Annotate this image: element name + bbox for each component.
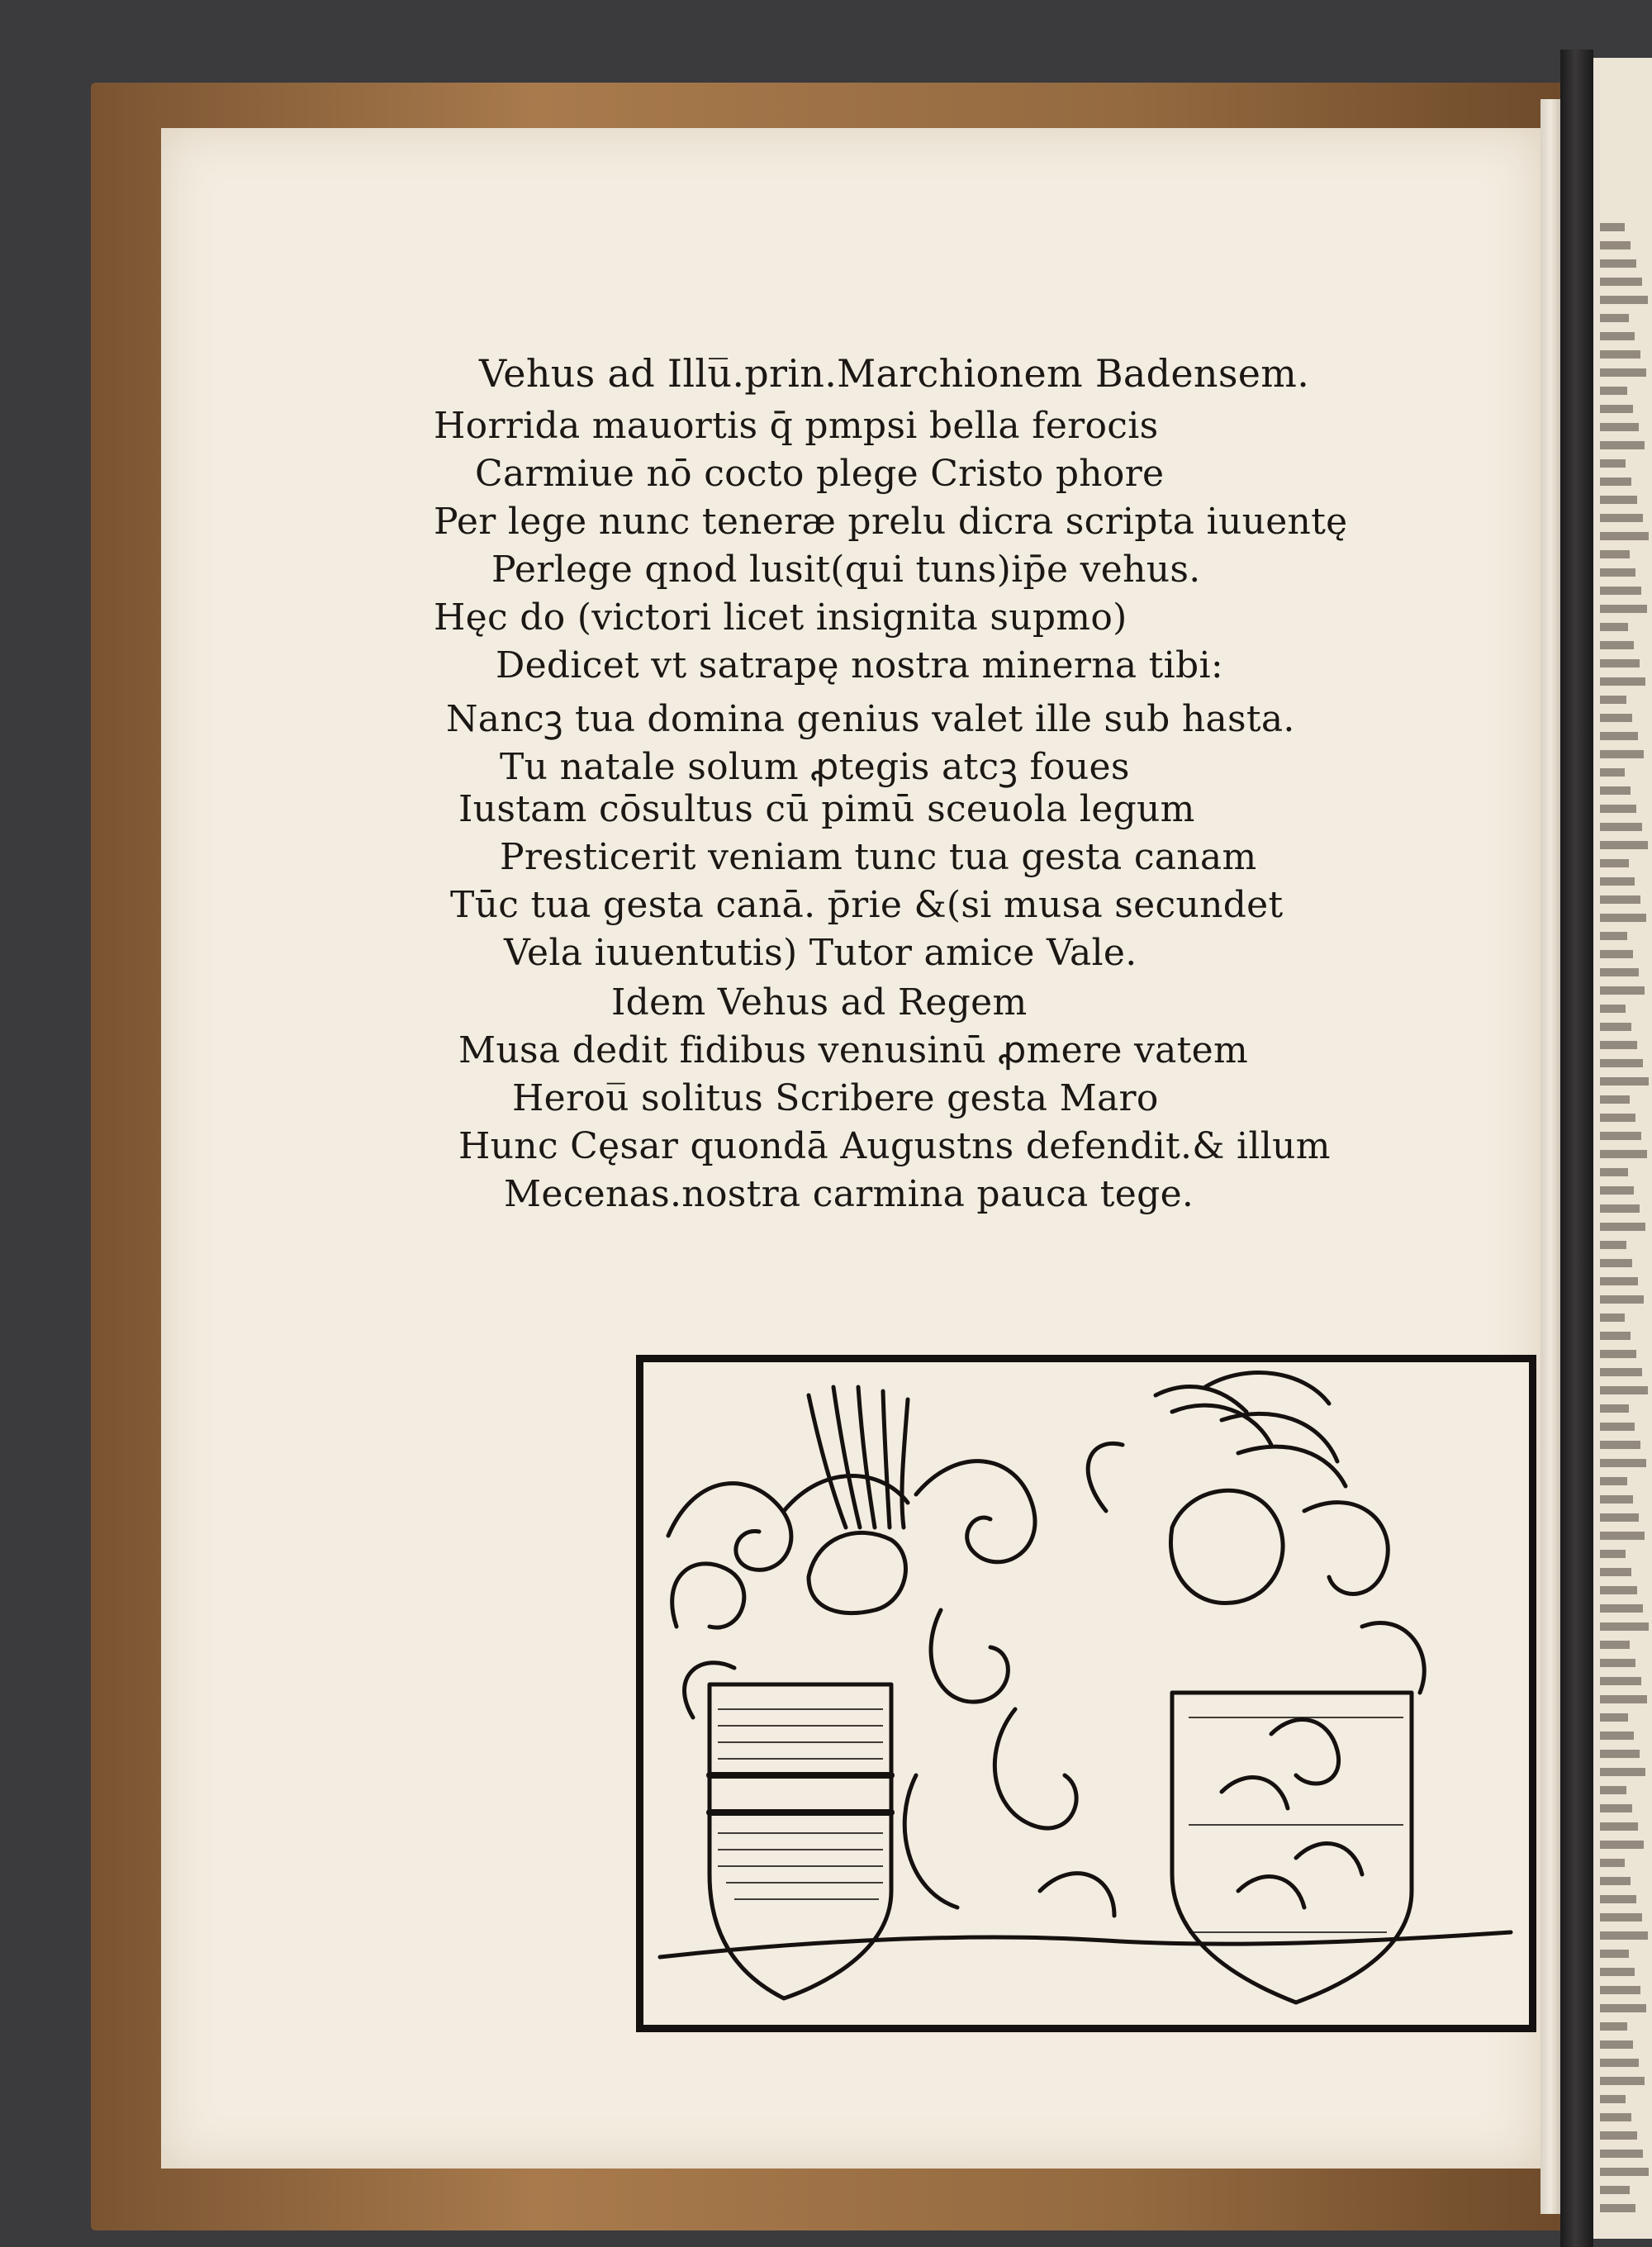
facing-page-text-line	[1600, 1550, 1626, 1558]
facing-page-text-line	[1600, 1223, 1645, 1231]
facing-page-text-line	[1600, 477, 1631, 486]
facing-page-text-line	[1600, 1568, 1631, 1576]
facing-page-text-line	[1600, 2168, 1649, 2176]
facing-page-text-line	[1600, 1931, 1648, 1940]
facing-page-text-line	[1600, 2040, 1633, 2049]
facing-page-text-line	[1600, 841, 1648, 849]
facing-page-text-line	[1600, 1350, 1636, 1358]
facing-page-text-line	[1600, 2204, 1635, 2212]
facing-page-text-line	[1600, 459, 1626, 468]
facing-page-text-line	[1600, 1622, 1649, 1631]
facing-page-text-line	[1600, 1423, 1635, 1431]
facing-page-text-line	[1600, 1132, 1641, 1140]
facing-page-sliver	[1593, 58, 1652, 2239]
facing-page-text-line	[1600, 1241, 1626, 1249]
facing-page-text-line	[1600, 587, 1641, 595]
facing-page-text-line	[1600, 1186, 1634, 1195]
facing-page-text-line	[1600, 514, 1643, 522]
facing-page-text-line	[1600, 2022, 1627, 2031]
facing-page-text-line	[1600, 914, 1646, 922]
facing-page-text-line	[1600, 1332, 1631, 1340]
facing-page-text-line	[1600, 1786, 1626, 1794]
facing-page-text-line	[1600, 1477, 1627, 1485]
facing-page-text-line	[1600, 805, 1636, 813]
facing-page-text-line	[1600, 1386, 1648, 1394]
facing-page-text-line	[1600, 1041, 1637, 1049]
facing-page-text-line	[1600, 950, 1633, 958]
facing-page-text-line	[1600, 1986, 1640, 1994]
page-edge	[1540, 99, 1560, 2214]
verse-line: Perlege qnod lusit(qui tuns)ip̄e vehus.	[491, 549, 1201, 591]
facing-page-text-line	[1600, 387, 1627, 395]
facing-page-text-line	[1600, 2131, 1637, 2140]
verse-line: Horrida mauortis q̄ pmpsi bella ferocis	[434, 405, 1159, 447]
facing-page-text-line	[1600, 1114, 1635, 1122]
verse-line: Tūc tua gesta canā. p̄rie &(si musa secundet	[450, 884, 1284, 926]
facing-page-text-line	[1600, 1804, 1632, 1812]
verse-line: Per lege nunc teneræ prelu dicra scripta iuuentę	[434, 501, 1348, 543]
verse-line: Iustam cōsultus cū pimū sceuola legum	[458, 788, 1195, 830]
facing-page-text-line	[1600, 1368, 1642, 1376]
facing-page-text-line	[1600, 986, 1645, 995]
facing-page-text-line	[1600, 496, 1637, 504]
facing-page-text-line	[1600, 1532, 1645, 1540]
facing-page-text-line	[1600, 1641, 1630, 1649]
facing-page-text-line	[1600, 1841, 1644, 1849]
facing-page-text-line	[1600, 278, 1642, 286]
verse-line: Tu natale solum ꝓtegis atcꝫ foues	[500, 746, 1130, 788]
facing-page-text-line	[1600, 441, 1645, 449]
facing-page-text-line	[1600, 732, 1638, 740]
facing-page-text-line	[1600, 1495, 1633, 1504]
book-gutter	[1560, 50, 1593, 2247]
facing-page-text-line	[1600, 859, 1629, 867]
facing-page-text-line	[1600, 1950, 1629, 1958]
facing-page-text-line	[1600, 1968, 1635, 1976]
facing-page-text-line	[1600, 550, 1630, 558]
facing-page-text-line	[1600, 786, 1631, 795]
facing-page-text-line	[1600, 1005, 1626, 1013]
facing-page-text-line	[1600, 368, 1646, 377]
verse-line: Musa dedit fidibus venusinū ꝓmere vatem	[458, 1029, 1248, 1071]
facing-page-text-line	[1600, 1677, 1641, 1685]
facing-page-text-line	[1600, 2186, 1630, 2194]
facing-page-text-line	[1600, 1459, 1646, 1467]
facing-page-text-line	[1600, 1059, 1643, 1067]
facing-page-text-line	[1600, 314, 1629, 322]
facing-page-text-line	[1600, 1150, 1647, 1158]
facing-page-text-line	[1600, 1768, 1645, 1776]
facing-page-text-line	[1600, 823, 1642, 831]
facing-page-text-line	[1600, 1586, 1637, 1594]
facing-page-text-line	[1600, 605, 1647, 613]
verse-line: Hunc Cęsar quondā Augustns defendit.& illum	[458, 1125, 1331, 1167]
facing-page-text-line	[1600, 1695, 1647, 1703]
facing-page-text-line	[1600, 1513, 1639, 1522]
facing-page-text-line	[1600, 696, 1626, 704]
facing-page-text-line	[1600, 1168, 1628, 1176]
facing-page-text-line	[1600, 659, 1640, 667]
coat-of-arms-woodcut	[636, 1355, 1536, 2032]
subheading-line: Idem Vehus ad Regem	[611, 981, 1028, 1024]
facing-page-text-line	[1600, 332, 1635, 340]
facing-page-text-line	[1600, 1913, 1642, 1922]
facing-page-text-line	[1600, 2059, 1639, 2067]
facing-page-text-line	[1600, 2150, 1643, 2158]
facing-page-text-line	[1600, 2113, 1631, 2121]
facing-page-text-line	[1600, 623, 1628, 631]
facing-page-text-line	[1600, 1095, 1630, 1104]
verse-line: Nancꝫ tua domina genius valet ille sub hasta.	[446, 698, 1295, 740]
facing-page-text-line	[1600, 2077, 1645, 2085]
facing-page-text-line	[1600, 877, 1635, 886]
verse-line: Presticerit veniam tunc tua gesta canam	[500, 836, 1257, 878]
facing-page-text-line	[1600, 1659, 1635, 1667]
verse-line: Dedicet vt satrapę nostra minerna tibi:	[496, 644, 1224, 686]
facing-page-text-line	[1600, 1314, 1625, 1322]
coat-of-arms-icon	[643, 1362, 1529, 2025]
verse-line: Herou̅ solitus Scribere gesta Maro	[512, 1077, 1159, 1119]
facing-page-text-line	[1600, 1404, 1629, 1413]
facing-page-text-line	[1600, 714, 1632, 722]
facing-page-text-line	[1600, 1877, 1631, 1885]
facing-page-text-line	[1600, 768, 1625, 777]
verse-line: Hęc do (victori licet insignita supmo)	[434, 596, 1127, 639]
verse-line: Vela iuuentutis) Tutor amice Vale.	[504, 932, 1137, 974]
facing-page-text-line	[1600, 1859, 1625, 1867]
facing-page-text-line	[1600, 1895, 1636, 1903]
facing-page-text-line	[1600, 1277, 1638, 1285]
facing-page-text-line	[1600, 1732, 1634, 1740]
facing-page-text-line	[1600, 1822, 1638, 1831]
facing-page-text-line	[1600, 2095, 1626, 2103]
facing-page-text-line	[1600, 259, 1636, 268]
facing-page-text-line	[1600, 1259, 1632, 1267]
heading-line: Vehus ad Illu̅.prin.Marchionem Badensem.	[479, 351, 1310, 396]
verse-line: Mecenas.nostra carmina pauca tege.	[504, 1173, 1194, 1215]
facing-page-text-line	[1600, 1295, 1644, 1304]
facing-page-text-line	[1600, 1713, 1628, 1722]
facing-page-text-line	[1600, 932, 1627, 940]
facing-page-text-line	[1600, 532, 1649, 540]
facing-page-text-line	[1600, 750, 1644, 758]
facing-page-text-line	[1600, 1750, 1640, 1758]
facing-page-text-line	[1600, 1204, 1640, 1213]
facing-page-text-line	[1600, 350, 1640, 359]
facing-page-text-line	[1600, 405, 1633, 413]
facing-page-text-line	[1600, 2004, 1646, 2012]
facing-page-text-line	[1600, 423, 1639, 431]
facing-page-text-line	[1600, 241, 1631, 249]
facing-page-text-line	[1600, 1441, 1640, 1449]
facing-page-text-line	[1600, 677, 1645, 686]
facing-page-text-line	[1600, 568, 1635, 577]
facing-page-text-line	[1600, 968, 1639, 976]
facing-page-text-line	[1600, 1604, 1643, 1613]
verse-line: Carmiue nō cocto plege Cristo phore	[475, 453, 1165, 495]
facing-page-text-line	[1600, 1077, 1649, 1085]
book-page	[161, 128, 1540, 2169]
facing-page-text-line	[1600, 223, 1625, 231]
facing-page-text-line	[1600, 296, 1648, 304]
facing-page-text-line	[1600, 1023, 1631, 1031]
facing-page-text-line	[1600, 641, 1634, 649]
facing-page-text-line	[1600, 895, 1640, 904]
